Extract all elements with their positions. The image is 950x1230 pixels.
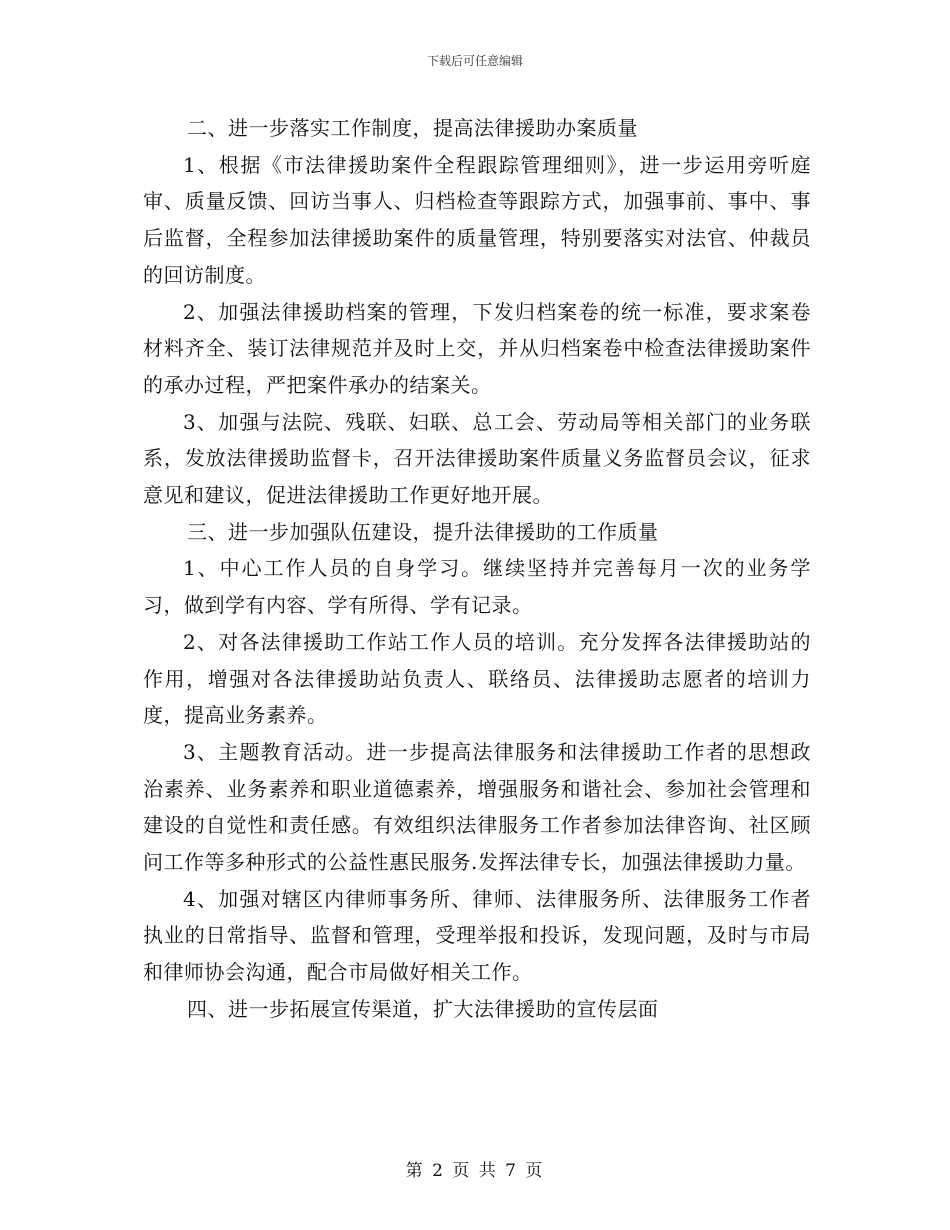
page-number: 第 2 页 共 7 页 bbox=[405, 1161, 545, 1181]
paragraph-3-1: 1、中心工作人员的自身学习。继续坚持并完善每月一次的业务学习，做到学有内容、学有所得、学有记录。 bbox=[143, 556, 811, 618]
paragraph-3-2: 2、对各法律援助工作站工作人员的培训。充分发挥各法律援助站的作用，增强对各法律援助站负责人、联络员、法律援助志愿者的培训力度，提高业务素养。 bbox=[143, 629, 811, 728]
paragraph-2-1: 1、根据《市法律援助案件全程跟踪管理细则》，进一步运用旁听庭审、质量反馈、回访当事人、归档检查等跟踪方式，加强事前、事中、事后监督，全程参加法律援助案件的质量管理，特别要落实对法官、仲裁员的回访制度。 bbox=[143, 152, 811, 287]
paragraph-3-4: 4、加强对辖区内律师事务所、律师、法律服务所、法律服务工作者执业的日常指导、监督和管理，受理举报和投诉，发现问题，及时与市局和律师协会沟通，配合市局做好相关工作。 bbox=[143, 886, 811, 985]
paragraph-3-3: 3、主题教育活动。进一步提高法律服务和法律援助工作者的思想政治素养、业务素养和职业道德素养，增强服务和谐社会、参加社会管理和建设的自觉性和责任感。有效组织法律服务工作者参加法律咨询、社区顾问工作等多种形式的公益性惠民服务.发挥法律专长，加强法律援助力量。 bbox=[143, 739, 811, 875]
paragraph-2-3: 3、加强与法院、残联、妇联、总工会、劳动局等相关部门的业务联系，发放法律援助监督卡，召开法律援助案件质量义务监督员会议，征求意见和建议，促进法律援助工作更好地开展。 bbox=[143, 409, 811, 508]
document-body bbox=[143, 110, 811, 1028]
section-heading-3: 三、进一步加强队伍建设，提升法律援助的工作质量 bbox=[187, 519, 659, 544]
page-header: 下载后可任意编辑 bbox=[426, 54, 523, 68]
paragraph-2-2: 2、加强法律援助档案的管理，下发归档案卷的统一标准，要求案卷材料齐全、装订法律规范并及时上交，并从归档案卷中检查法律援助案件的承办过程，严把案件承办的结案关。 bbox=[143, 299, 811, 397]
section-heading-4: 四、进一步拓展宣传渠道，扩大法律援助的宣传层面 bbox=[187, 996, 659, 1021]
section-heading-2: 二、进一步落实工作制度，提高法律援助办案质量 bbox=[187, 116, 638, 140]
